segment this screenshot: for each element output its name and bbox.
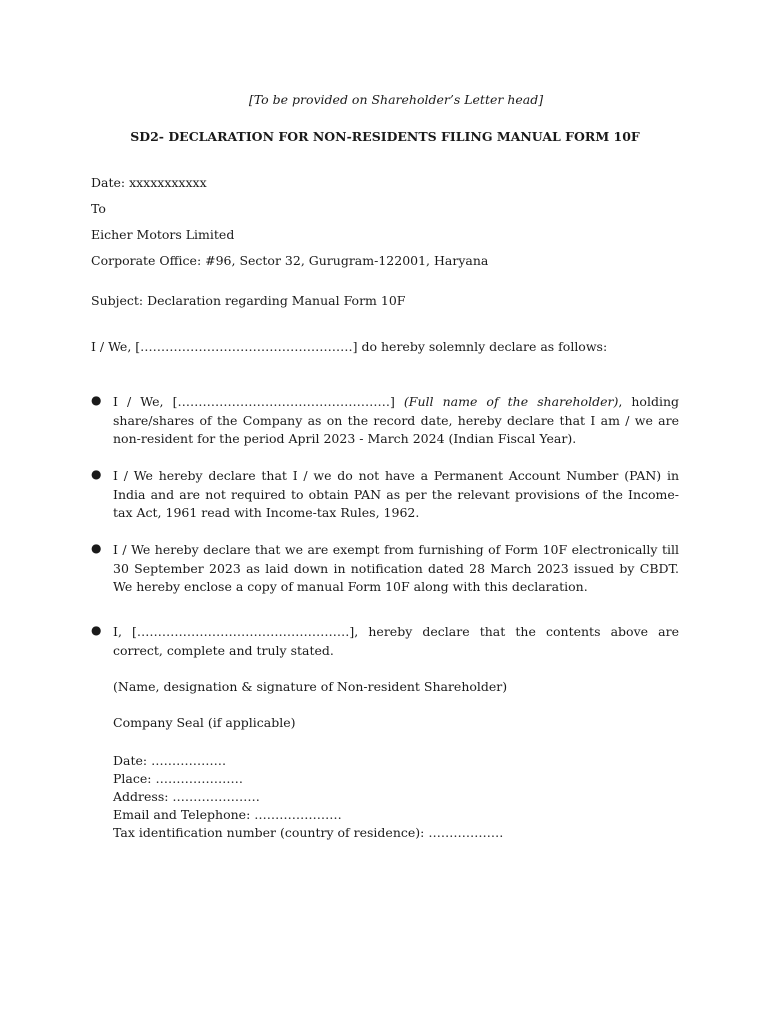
bullet-text-4: I, [……………………………………………], hereby declare that the contents above are correct, complete and truly stated. bbox=[113, 624, 679, 658]
corporate-office: Corporate Office: #96, Sector 32, Gurugram-122001, Haryana bbox=[91, 253, 489, 268]
intro-line: I / We, [……………………………………………] do hereby solemnly declare as follows: bbox=[91, 339, 608, 354]
document-title: SD2- DECLARATION FOR NON-RESIDENTS FILING MANUAL FORM 10F bbox=[130, 129, 640, 144]
bullet-1-italic: (Full name of the shareholder) bbox=[403, 394, 619, 409]
bullet-text-1 bbox=[113, 393, 679, 449]
letterhead-note: [To be provided on Shareholder’s Letter head] bbox=[248, 92, 544, 107]
footer-details bbox=[113, 752, 503, 842]
bullet-text-2: I / We hereby declare that I / we do not have a Permanent Account Number (PAN) in India and are not required to obtain PAN as per the relevant provisions of the Income-tax Act, 1961 read with Income-tax Rules, 1962. bbox=[113, 468, 679, 520]
bullet-1-end: , holding share/shares of the Company as on the record date, hereby declare that I am / we are non-resident for the period April 2023 - March 2024 (Indian Fiscal Year). bbox=[113, 394, 680, 446]
footer-tax-id: Tax identification number (country of residence): ……………… bbox=[113, 825, 504, 840]
bullet-icon: ● bbox=[91, 393, 102, 407]
date-line: Date: xxxxxxxxxxx bbox=[91, 175, 207, 190]
signature-note: (Name, designation & signature of Non-resident Shareholder) bbox=[113, 679, 508, 694]
footer-place: Place: ………………… bbox=[113, 771, 243, 786]
footer-date: Date: ……………… bbox=[113, 753, 227, 768]
subject-line: Subject: Declaration regarding Manual Form 10F bbox=[91, 293, 406, 308]
footer-email-telephone: Email and Telephone: ………………… bbox=[113, 807, 342, 822]
to-line: To bbox=[91, 201, 106, 216]
footer-address: Address: ………………… bbox=[113, 789, 260, 804]
bullet-icon: ● bbox=[91, 541, 102, 555]
company-name: Eicher Motors Limited bbox=[91, 227, 235, 242]
bullet-1-start: I / We, [……………………………………………] bbox=[113, 394, 404, 409]
bullet-text-3: I / We hereby declare that we are exempt from furnishing of Form 10F electronically till 30 September 2023 as laid down in notification dated 28 March 2023 issued by CBDT. We hereby enclose a copy of manual Form 10F along with this declaration. bbox=[113, 542, 679, 594]
bullet-icon: ● bbox=[91, 467, 102, 481]
company-seal: Company Seal (if applicable) bbox=[113, 715, 296, 730]
bullet-icon: ● bbox=[91, 623, 102, 637]
